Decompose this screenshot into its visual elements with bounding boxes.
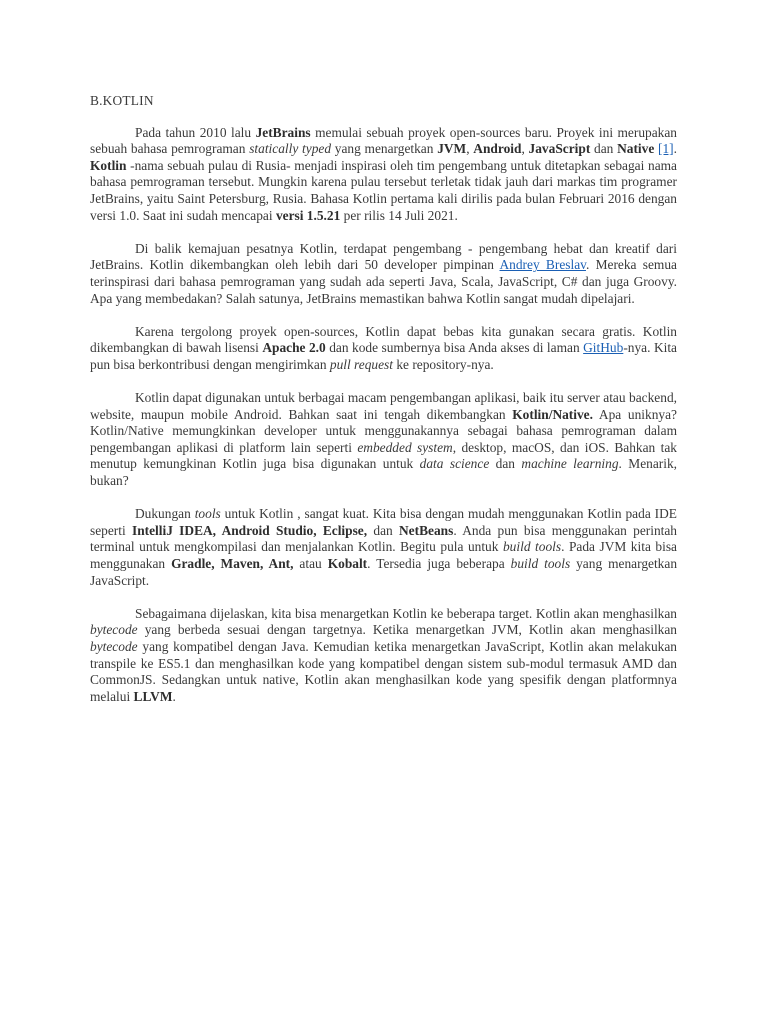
bold-apache: Apache 2.0	[262, 340, 326, 356]
bold-native: Native	[617, 141, 655, 157]
text-run: Apa uniknya? Kotlin/Native memungkinkan developer untuk menggunakannya sebagai bahasa pemrograman dalam pengembangan aplikasi di platform lain seperti	[90, 406, 677, 455]
italic-embedded-system: embedded system	[357, 439, 453, 455]
text-run: Pada tahun 2010 lalu	[135, 124, 256, 140]
text-run: . Tersedia juga beberapa	[367, 556, 511, 572]
text-run: Kotlin dapat digunakan untuk berbagai macam pengembangan aplikasi, baik itu server atau backend, website, maupun mobile Android. Bahkan saat ini tengah dikembangkan	[90, 390, 677, 422]
bold-jetbrains: JetBrains	[255, 124, 311, 140]
bold-android: Android	[473, 141, 522, 157]
bold-gradle-maven-ant: Gradle, Maven, Ant,	[171, 556, 294, 572]
paragraph-developers	[90, 241, 677, 307]
text-run: yang berbeda sesuai dengan targetnya. Ketika menargetkan JVM, Kotlin akan menghasilkan	[137, 622, 677, 638]
italic-tools: tools	[194, 506, 221, 522]
text-run: untuk Kotlin , sangat kuat. Kita bisa dengan mudah menggunakan Kotlin pada IDE seperti	[90, 506, 677, 538]
bold-jvm: JVM	[437, 141, 467, 157]
text-run: . Mereka semua terinspirasi dari bahasa pemrograman yang sudah ada seperti Java, Scala, JavaScript, C# dan juga Groovy. Apa yang membedakan? Salah satunya, JetBrains memastikan bahwa Kotlin sangat mudah dipelajari.	[90, 257, 677, 306]
italic-statically-typed: statically typed	[249, 141, 332, 157]
text-run: ,	[521, 141, 529, 157]
bold-version: versi 1.5.21	[275, 207, 341, 223]
italic-bytecode: bytecode	[90, 622, 138, 638]
text-run: Sebagaimana dijelaskan, kita bisa menargetkan Kotlin ke beberapa target. Kotlin akan menghasilkan	[135, 605, 677, 621]
text-run: -nama sebuah pulau di Rusia- menjadi inspirasi oleh tim pengembang untuk ditetapkan sebagai nama bahasa pemrograman tersebut. Mungkin karena pulau tersebut terletak tidak jauh dari markas tim programer JetBrains, yaitu Saint Petersburg, Rusia. Bahasa Kotlin pertama kali dirilis pada bulan Februari 2016 dengan versi 1.0. Saat ini sudah mencapai	[90, 157, 677, 223]
text-run: .	[673, 141, 678, 157]
text-run: -nya. Kita pun bisa berkontribusi dengan mengirimkan	[90, 340, 678, 372]
text-run: yang menargetkan JavaScript.	[90, 556, 678, 588]
text-run: , desktop, macOS, dan iOS. Bahkan tak menutup kemungkinan Kotlin juga bisa digunakan untuk	[90, 439, 677, 472]
reference-link[interactable]: [1]	[658, 141, 674, 157]
paragraph-license	[90, 324, 677, 374]
italic-bytecode: bytecode	[90, 639, 138, 654]
bold-kobalt: Kobalt	[327, 556, 368, 572]
text-run: ,	[466, 141, 474, 157]
bold-llvm: LLVM	[133, 688, 173, 704]
paragraph-history	[90, 125, 677, 225]
document-page	[90, 93, 677, 722]
text-run: . Anda pun bisa menggunakan perintah terminal untuk mengkompilasi dan menjalankan Kotlin. Begitu pula untuk	[90, 522, 677, 555]
text-run: Di balik kemajuan pesatnya Kotlin, terdapat pengembang - pengembang hebat dan kreatif dari JetBrains. Kotlin dikembangkan oleh lebih dari 50 developer pimpinan	[90, 240, 677, 273]
text-run: Karena tergolong proyek open-sources, Kotlin dapat bebas kita gunakan secara gratis. Kotlin dikembangkan di bawah lisensi	[90, 323, 677, 356]
github-link[interactable]: GitHub	[583, 340, 624, 356]
paragraph-usage	[90, 390, 677, 490]
italic-pull-request: pull request	[329, 356, 393, 372]
italic-build-tools-js: build tools	[510, 556, 571, 572]
paragraph-targets	[90, 606, 677, 706]
section-heading: B.KOTLIN	[90, 93, 154, 108]
text-run: dan kode sumbernya bisa Anda akses di laman	[325, 340, 584, 356]
text-run: atau	[293, 556, 328, 572]
bold-kotlin: Kotlin	[90, 157, 127, 173]
text-run: per rilis 14 Juli 2021.	[340, 207, 458, 223]
text-run: yang kompatibel dengan Java. Kemudian ketika menargetkan JavaScript, Kotlin akan melakukan transpile ke ES5.1 dan menghasilkan kode yang kompatibel dengan sistem sub-modul termasuk AMD dan CommonJS. Sedangkan untuk native, Kotlin akan menghasilkan kode yang spesifik dengan platformnya melalui	[90, 639, 677, 704]
text-run: dan	[590, 141, 618, 157]
text-run: . Menarik, bukan?	[90, 456, 678, 489]
text-run: . Pada JVM kita bisa menggunakan	[90, 539, 677, 572]
text-run: .	[172, 688, 176, 704]
text-run: Dukungan	[135, 506, 195, 522]
italic-build-tools: build tools	[502, 539, 562, 555]
text-run: yang menargetkan	[331, 141, 438, 157]
bold-netbeans: NetBeans	[399, 522, 454, 538]
paragraph-tools	[90, 506, 677, 589]
text-run: memulai sebuah proyek open-sources baru. Proyek ini merupakan sebuah bahasa pemrograman	[90, 124, 678, 157]
andrey-breslav-link[interactable]: Andrey Breslav	[499, 257, 586, 273]
italic-machine-learning: machine learning	[521, 456, 619, 472]
text-run: dan	[489, 456, 522, 472]
bold-javascript: JavaScript	[528, 141, 591, 157]
bold-ides: IntelliJ IDEA, Android Studio, Eclipse,	[131, 522, 368, 538]
text-run: dan	[367, 522, 399, 538]
text-run: ke repository-nya.	[392, 356, 494, 372]
bold-kotlin-native: Kotlin/Native.	[512, 406, 593, 422]
italic-data-science: data science	[419, 456, 490, 472]
